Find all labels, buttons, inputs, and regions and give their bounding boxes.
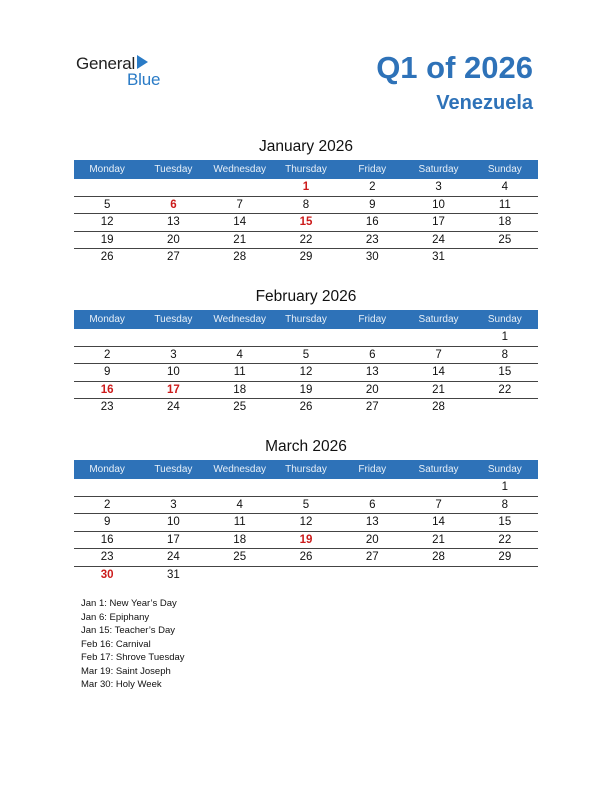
day-cell: 1 (501, 481, 509, 493)
day-cell: 7 (435, 498, 442, 511)
empty-day-cell (405, 329, 471, 346)
day-cell: 20 (365, 533, 379, 546)
month-calendar (74, 437, 538, 583)
day-cell: 29 (299, 251, 313, 263)
day-cell: 26 (299, 551, 313, 563)
day-cell: 21 (432, 533, 445, 546)
week-row (74, 497, 538, 515)
week-row (74, 214, 538, 232)
day-cell: 24 (167, 401, 180, 413)
day-cell: 25 (233, 401, 247, 413)
holiday-item: Jan 6: Epiphany (81, 611, 150, 623)
holiday-item: Jan 1: New Year’s Day (81, 598, 177, 609)
month-calendar (74, 287, 538, 416)
day-cell: 19 (100, 233, 114, 246)
day-cell: 12 (299, 516, 313, 528)
weekday-header-row (74, 160, 538, 179)
day-cell: 26 (100, 251, 114, 263)
day-cell: 21 (432, 383, 445, 396)
day-cell: 27 (167, 251, 180, 263)
day-cell: 28 (432, 401, 445, 413)
day-cell: 13 (365, 366, 379, 378)
holiday-item: Jan 15: Teacher’s Day (81, 625, 176, 636)
weekday-header: Thursday (285, 464, 327, 475)
week-row (74, 179, 538, 197)
week-row (74, 329, 538, 347)
empty-day-cell (207, 179, 273, 196)
day-cell: 17 (167, 533, 180, 546)
day-cell: 17 (167, 383, 180, 396)
weekday-header: Friday (358, 164, 387, 175)
weekday-header: Saturday (418, 314, 459, 325)
day-cell: 7 (435, 348, 442, 361)
day-cell: 1 (302, 181, 310, 193)
holiday-item: Mar 30: Holy Week (81, 679, 162, 690)
day-cell: 31 (167, 568, 180, 581)
day-cell: 21 (233, 233, 247, 246)
empty-day-cell (207, 567, 273, 584)
day-cell: 31 (432, 251, 445, 263)
day-cell: 5 (302, 498, 310, 511)
weekday-header: Sunday (487, 164, 522, 175)
day-cell: 11 (498, 198, 511, 211)
weekday-header-row (74, 310, 538, 329)
week-row (74, 549, 538, 567)
empty-day-cell (339, 329, 405, 346)
empty-day-cell (472, 399, 538, 416)
day-cell: 4 (236, 348, 243, 361)
day-cell: 2 (103, 498, 111, 511)
day-cell: 11 (233, 516, 246, 528)
day-cell: 24 (432, 233, 445, 246)
weekday-header: Wednesday (213, 314, 267, 325)
day-cell: 15 (498, 366, 512, 378)
day-cell: 19 (299, 533, 313, 546)
day-cell: 23 (365, 233, 379, 246)
day-cell: 17 (432, 216, 445, 228)
week-row (74, 364, 538, 382)
day-cell: 1 (501, 331, 509, 343)
empty-day-cell (273, 567, 339, 584)
day-cell: 27 (365, 551, 379, 563)
generalblue-logo (76, 52, 186, 92)
day-cell: 18 (498, 216, 512, 228)
month-title: January 2026 (259, 138, 353, 155)
week-row (74, 479, 538, 497)
empty-day-cell (74, 179, 140, 196)
day-cell: 2 (369, 181, 376, 193)
day-cell: 16 (365, 216, 379, 228)
holiday-list (81, 597, 185, 692)
day-cell: 15 (498, 516, 512, 528)
day-cell: 18 (233, 533, 247, 546)
weekday-header: Tuesday (154, 164, 193, 175)
day-cell: 15 (299, 216, 313, 228)
weekday-header-row (74, 460, 538, 479)
day-cell: 29 (498, 551, 512, 563)
empty-day-cell (273, 479, 339, 496)
day-cell: 14 (432, 516, 445, 528)
weekday-header: Wednesday (213, 164, 267, 175)
day-cell: 14 (432, 366, 445, 378)
day-cell: 3 (435, 181, 442, 193)
empty-day-cell (140, 179, 206, 196)
weekday-header: Saturday (418, 464, 459, 475)
holiday-item: Feb 17: Shrove Tuesday (81, 652, 185, 663)
day-cell: 28 (432, 551, 445, 563)
day-cell: 4 (501, 181, 509, 193)
week-row (74, 382, 538, 400)
weekday-header: Friday (358, 314, 387, 325)
empty-day-cell (207, 329, 273, 346)
day-cell: 25 (233, 551, 247, 563)
day-cell: 10 (167, 366, 180, 378)
week-row (74, 197, 538, 215)
week-row (74, 399, 538, 416)
week-row (74, 514, 538, 532)
day-cell: 5 (302, 348, 310, 361)
day-cell: 3 (170, 348, 177, 361)
day-cell: 19 (299, 383, 313, 396)
weekday-header: Saturday (418, 164, 459, 175)
weekday-header: Monday (89, 314, 125, 325)
weekday-header: Sunday (487, 464, 522, 475)
day-cell: 25 (498, 233, 512, 246)
empty-day-cell (140, 479, 206, 496)
month-title: February 2026 (255, 288, 357, 305)
empty-day-cell (405, 567, 471, 584)
day-cell: 20 (167, 233, 180, 246)
day-cell: 22 (498, 383, 512, 396)
day-cell: 23 (100, 401, 114, 413)
day-cell: 28 (233, 251, 247, 263)
day-cell: 6 (369, 498, 376, 511)
day-cell: 2 (103, 348, 111, 361)
empty-day-cell (207, 479, 273, 496)
day-cell: 18 (233, 383, 247, 396)
empty-day-cell (74, 329, 140, 346)
month-calendar (74, 137, 538, 266)
weekday-header: Monday (89, 164, 125, 175)
day-cell: 8 (501, 348, 509, 361)
logo-text-general: General (76, 54, 136, 73)
day-cell: 30 (365, 251, 379, 263)
weekday-header: Tuesday (154, 314, 193, 325)
empty-day-cell (273, 329, 339, 346)
empty-day-cell (140, 329, 206, 346)
empty-day-cell (472, 249, 538, 266)
day-cell: 26 (299, 401, 313, 413)
day-cell: 10 (167, 516, 180, 528)
empty-day-cell (74, 479, 140, 496)
day-cell: 13 (167, 216, 180, 228)
day-cell: 4 (236, 498, 243, 511)
day-cell: 6 (369, 348, 376, 361)
empty-day-cell (339, 479, 405, 496)
day-cell: 6 (170, 198, 177, 211)
empty-day-cell (339, 567, 405, 584)
week-row (74, 532, 538, 550)
day-cell: 3 (170, 498, 177, 511)
week-row (74, 347, 538, 365)
weekday-header: Monday (89, 464, 125, 475)
day-cell: 9 (103, 366, 111, 378)
day-cell: 24 (167, 551, 180, 563)
day-cell: 8 (501, 498, 509, 511)
day-cell: 23 (100, 551, 114, 563)
day-cell: 11 (233, 366, 246, 378)
day-cell: 5 (103, 198, 111, 211)
day-cell: 22 (498, 533, 512, 546)
day-cell: 22 (299, 233, 313, 246)
day-cell: 7 (236, 198, 243, 211)
month-title: March 2026 (265, 438, 347, 455)
day-cell: 14 (233, 216, 247, 228)
weekday-header: Friday (358, 464, 387, 475)
day-cell: 12 (100, 216, 114, 228)
day-cell: 12 (299, 366, 313, 378)
weekday-header: Thursday (285, 314, 327, 325)
logo-triangle-icon (137, 55, 148, 69)
week-row (74, 232, 538, 250)
holiday-item: Mar 19: Saint Joseph (81, 665, 171, 677)
day-cell: 13 (365, 516, 379, 528)
country-name: Venezuela (436, 92, 533, 114)
day-cell: 10 (432, 198, 445, 211)
day-cell: 9 (103, 516, 111, 528)
empty-day-cell (472, 567, 538, 584)
day-cell: 30 (100, 568, 114, 581)
empty-day-cell (405, 479, 471, 496)
weekday-header: Wednesday (213, 464, 267, 475)
week-row (74, 249, 538, 266)
logo-text-blue: Blue (127, 70, 161, 89)
weekday-header: Thursday (285, 164, 327, 175)
day-cell: 27 (365, 401, 379, 413)
weekday-header: Sunday (487, 314, 522, 325)
weekday-header: Tuesday (154, 464, 193, 475)
week-row (74, 567, 538, 584)
holiday-item: Feb 16: Carnival (81, 638, 151, 650)
day-cell: 16 (100, 533, 114, 546)
day-cell: 9 (369, 198, 376, 211)
page-title: Q1 of 2026 (376, 50, 533, 85)
day-cell: 16 (100, 383, 114, 396)
day-cell: 8 (302, 198, 310, 211)
day-cell: 20 (365, 383, 379, 396)
